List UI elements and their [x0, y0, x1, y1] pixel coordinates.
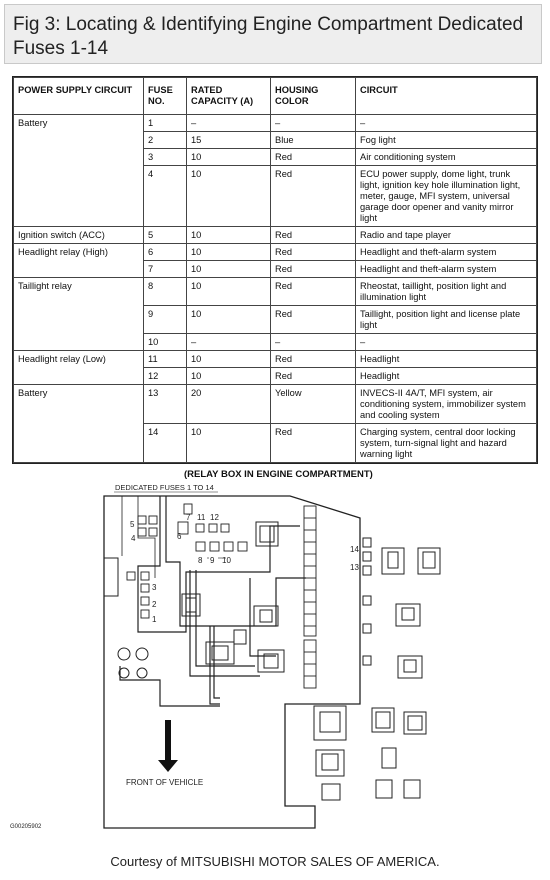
table-header-row	[14, 78, 537, 115]
fuse-cell: 8	[144, 278, 187, 306]
fuse-cell: 9	[144, 306, 187, 334]
color-cell: Yellow	[271, 385, 356, 424]
color-cell: Red	[271, 244, 356, 261]
capacity-cell: 10	[187, 278, 271, 306]
right-components	[314, 538, 440, 800]
relay-box-diagram	[10, 466, 460, 836]
circuit-cell: –	[356, 334, 537, 351]
front-of-vehicle-label: FRONT OF VEHICLE	[126, 778, 204, 787]
bulb-sockets	[118, 648, 148, 678]
circuit-cell: INVECS-II 4A/T, MFI system, air conditioning system, immobilizer system and cooling system	[356, 385, 537, 424]
circuit-cell: Taillight, position light and license plate light	[356, 306, 537, 334]
circuit-cell: Air conditioning system	[356, 149, 537, 166]
color-cell: Red	[271, 227, 356, 244]
circuit-cell: Headlight	[356, 368, 537, 385]
supply-cell: Battery	[14, 115, 144, 227]
relay-box-svg	[10, 466, 460, 836]
color-cell: –	[271, 115, 356, 132]
fuse-label-5: 5	[130, 520, 135, 529]
fuse-label-7: 7	[186, 513, 191, 522]
col-header-rated-capacity: RATED CAPACITY (A)	[187, 78, 271, 115]
capacity-cell: 10	[187, 261, 271, 278]
circuit-cell: Headlight and theft-alarm system	[356, 261, 537, 278]
diagram-title: (RELAY BOX IN ENGINE COMPARTMENT)	[184, 469, 373, 480]
fuse-label-6: 6	[177, 532, 182, 541]
color-cell: Red	[271, 351, 356, 368]
table-row	[14, 115, 537, 132]
supply-cell: Ignition switch (ACC)	[14, 227, 144, 244]
circuit-cell: –	[356, 115, 537, 132]
col-header-power-supply: POWER SUPPLY CIRCUIT	[14, 78, 144, 115]
page-header	[4, 4, 542, 64]
fuse-label-13: 13	[350, 563, 359, 572]
capacity-cell: 10	[187, 351, 271, 368]
capacity-cell: 10	[187, 306, 271, 334]
color-cell: Red	[271, 278, 356, 306]
fuse-labels	[130, 513, 359, 624]
fuse-table-container	[12, 76, 538, 464]
supply-cell: Taillight relay	[14, 278, 144, 351]
fuse-label-4: 4	[131, 534, 136, 543]
table-row	[14, 227, 537, 244]
capacity-cell: 10	[187, 166, 271, 227]
color-cell: Blue	[271, 132, 356, 149]
capacity-cell: 20	[187, 385, 271, 424]
color-cell: Red	[271, 166, 356, 227]
circuit-cell: Charging system, central door locking system, turn-signal light and hazard warning light	[356, 424, 537, 463]
circuit-cell: Rheostat, taillight, position light and illumination light	[356, 278, 537, 306]
table-row	[14, 351, 537, 368]
color-cell: Red	[271, 261, 356, 278]
col-header-fuse-no: FUSE NO.	[144, 78, 187, 115]
fuse-cell: 6	[144, 244, 187, 261]
circuit-cell: Fog light	[356, 132, 537, 149]
fuse-cell: 7	[144, 261, 187, 278]
fuse-column	[304, 506, 316, 688]
credit-line: Courtesy of MITSUBISHI MOTOR SALES OF AMERICA.	[110, 854, 440, 869]
fuse-label-2: 2	[152, 600, 157, 609]
supply-cell: Headlight relay (High)	[14, 244, 144, 278]
page-title: Fig 3: Locating & Identifying Engine Compartment Dedicated Fuses 1-14	[13, 14, 524, 59]
capacity-cell: 10	[187, 368, 271, 385]
capacity-cell: 10	[187, 149, 271, 166]
fuse-label-1: 1	[152, 615, 157, 624]
fuse-label-14: 14	[350, 545, 359, 554]
fuse-label-11: 11	[197, 513, 206, 522]
capacity-cell: –	[187, 334, 271, 351]
fuse-table	[13, 77, 537, 463]
dedicated-fuses-label: DEDICATED FUSES 1 TO 14	[115, 483, 214, 492]
capacity-cell: –	[187, 115, 271, 132]
fuse-cell: 3	[144, 149, 187, 166]
circuit-cell: ECU power supply, dome light, trunk light, ignition key hole illumination light, meter, gauge, MFI system, universal garage door opener and vanity mirror light	[356, 166, 537, 227]
capacity-cell: 15	[187, 132, 271, 149]
fuse-cell: 12	[144, 368, 187, 385]
fuse-cell: 11	[144, 351, 187, 368]
figure-code: G00205902	[10, 824, 42, 830]
fuse-cell: 13	[144, 385, 187, 424]
color-cell: Red	[271, 368, 356, 385]
capacity-cell: 10	[187, 424, 271, 463]
circuit-cell: Headlight and theft-alarm system	[356, 244, 537, 261]
circuit-cell: Radio and tape player	[356, 227, 537, 244]
table-row	[14, 244, 537, 261]
fuse-cell: 1	[144, 115, 187, 132]
color-cell: Red	[271, 424, 356, 463]
fuse-label-12: 12	[210, 513, 219, 522]
supply-cell: Battery	[14, 385, 144, 463]
supply-cell: Headlight relay (Low)	[14, 351, 144, 385]
fuse-cell: 2	[144, 132, 187, 149]
fuse-label-8: 8	[198, 556, 203, 565]
front-arrow	[158, 720, 178, 772]
color-cell: Red	[271, 149, 356, 166]
fuse-cell: 5	[144, 227, 187, 244]
col-header-circuit: CIRCUIT	[356, 78, 537, 115]
fuse-cell: 14	[144, 424, 187, 463]
table-row	[14, 278, 537, 306]
capacity-cell: 10	[187, 244, 271, 261]
col-header-housing-color: HOUSING COLOR	[271, 78, 356, 115]
table-row	[14, 385, 537, 424]
fuse-label-10: 10	[222, 556, 231, 565]
color-cell: Red	[271, 306, 356, 334]
fuse-cell: 4	[144, 166, 187, 227]
circuit-cell: Headlight	[356, 351, 537, 368]
fuse-label-3: 3	[152, 583, 157, 592]
fuse-cell: 10	[144, 334, 187, 351]
fuse-label-9: 9	[210, 556, 215, 565]
color-cell: –	[271, 334, 356, 351]
capacity-cell: 10	[187, 227, 271, 244]
